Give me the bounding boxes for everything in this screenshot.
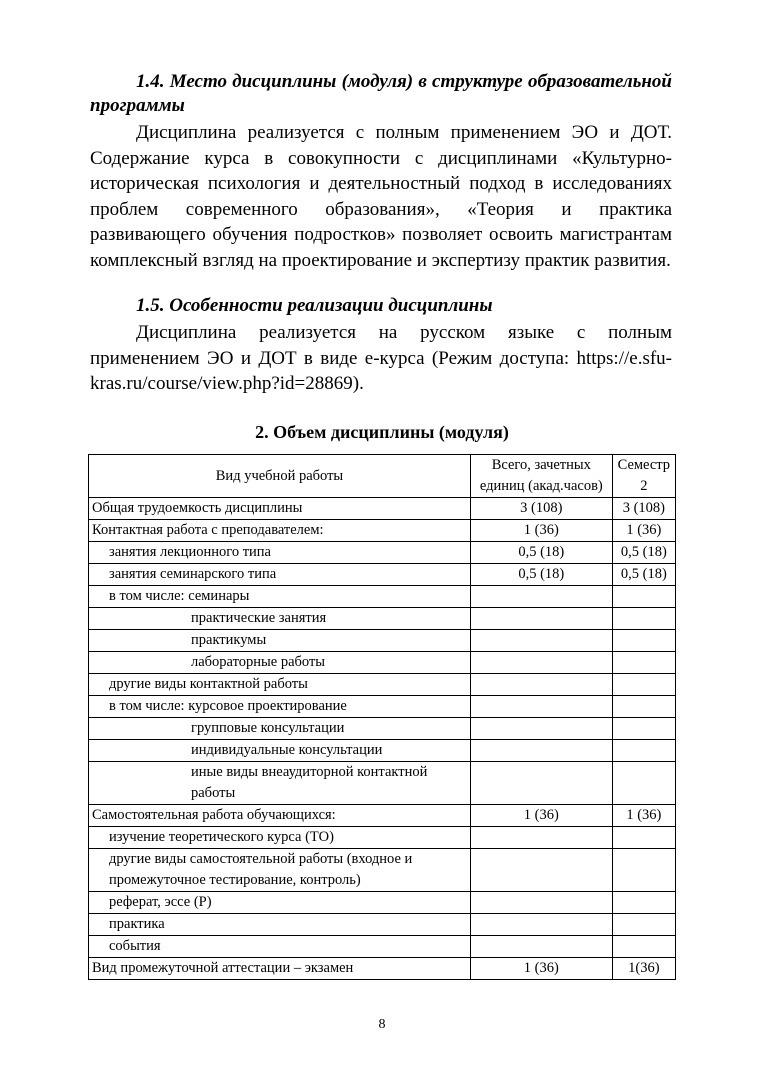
row-semester [612, 652, 675, 674]
row-total: 0,5 (18) [470, 542, 612, 564]
table-row [89, 740, 676, 762]
header-semester: Семестр 2 [612, 455, 675, 498]
table-header-row [89, 455, 676, 498]
table-row [89, 608, 676, 630]
page-number: 8 [378, 1017, 386, 1032]
row-semester [612, 608, 675, 630]
table-row [89, 958, 676, 980]
table-row [89, 630, 676, 652]
table-row [89, 652, 676, 674]
row-label: изучение теоретического курса (ТО) [89, 827, 471, 849]
table-row [89, 674, 676, 696]
row-label: в том числе: семинары [89, 586, 471, 608]
row-label: практикумы [89, 630, 471, 652]
row-total [470, 914, 612, 936]
section-1-4-title: 1.4. Место дисциплины (модуля) в структуре образовательной программы [90, 71, 672, 116]
row-label: Общая трудоемкость дисциплины [89, 498, 471, 520]
row-label: групповые консультации [89, 718, 471, 740]
section-1-5-paragraph: Дисциплина реализуется на русском языке с полным применением ЭО и ДОТ в виде е-курса (Режим доступа: https://e.sfu-kras.ru/course/view.php?id=28869). [90, 322, 672, 394]
row-label: Вид промежуточной аттестации – экзамен [89, 958, 471, 980]
row-total [470, 740, 612, 762]
table-row [89, 586, 676, 608]
row-semester: 1 (36) [612, 520, 675, 542]
row-total [470, 652, 612, 674]
row-semester [612, 892, 675, 914]
table-row [89, 827, 676, 849]
section-1-4-paragraph: Дисциплина реализуется с полным применением ЭО и ДОТ. Содержание курса в совокупности с дисциплинами «Культурно-историческая психология и деятельностный подход в исследованиях проблем современного образования», «Теория и практика развивающего обучения подростков» позволяет освоить магистрантам комплексный взгляд на проектирование и экспертизу практик развития. [90, 122, 672, 271]
row-total [470, 718, 612, 740]
row-total [470, 936, 612, 958]
row-semester [612, 630, 675, 652]
row-semester [612, 674, 675, 696]
row-total: 1 (36) [470, 520, 612, 542]
row-semester: 0,5 (18) [612, 542, 675, 564]
row-label: в том числе: курсовое проектирование [89, 696, 471, 718]
row-label: Самостоятельная работа обучающихся: [89, 805, 471, 827]
row-label: практические занятия [89, 608, 471, 630]
row-semester: 1(36) [612, 958, 675, 980]
row-label: события [89, 936, 471, 958]
row-total [470, 630, 612, 652]
table-row [89, 564, 676, 586]
row-semester [612, 718, 675, 740]
row-label: реферат, эссе (Р) [89, 892, 471, 914]
row-total [470, 827, 612, 849]
table-row [89, 718, 676, 740]
table-title: 2. Объем дисциплины (модуля) [255, 422, 509, 442]
table-row [89, 696, 676, 718]
row-total [470, 849, 612, 892]
table-row [89, 849, 676, 892]
row-semester [612, 762, 675, 805]
row-label: другие виды контактной работы [89, 674, 471, 696]
row-semester [612, 914, 675, 936]
row-label: занятия лекционного типа [89, 542, 471, 564]
row-total [470, 608, 612, 630]
table-row [89, 914, 676, 936]
row-total: 3 (108) [470, 498, 612, 520]
row-semester: 1 (36) [612, 805, 675, 827]
row-total: 0,5 (18) [470, 564, 612, 586]
row-label: лабораторные работы [89, 652, 471, 674]
table-row [89, 542, 676, 564]
row-label: иные виды внеаудиторной контактной работы [89, 762, 471, 805]
row-semester [612, 740, 675, 762]
row-semester [612, 586, 675, 608]
row-total: 1 (36) [470, 958, 612, 980]
header-work-type: Вид учебной работы [89, 455, 471, 498]
row-total [470, 586, 612, 608]
header-total: Всего, зачетных единиц (акад.часов) [470, 455, 612, 498]
row-total [470, 674, 612, 696]
section-1-5-title: 1.5. Особенности реализации дисциплины [136, 295, 493, 316]
row-total: 1 (36) [470, 805, 612, 827]
row-label: практика [89, 914, 471, 936]
table-row [89, 892, 676, 914]
row-total [470, 762, 612, 805]
row-semester [612, 849, 675, 892]
row-semester: 0,5 (18) [612, 564, 675, 586]
row-label: другие виды самостоятельной работы (входное и промежуточное тестирование, контроль) [89, 849, 471, 892]
row-semester [612, 696, 675, 718]
row-total [470, 892, 612, 914]
row-semester [612, 827, 675, 849]
table-row [89, 936, 676, 958]
discipline-volume-table [88, 454, 676, 980]
row-semester [612, 936, 675, 958]
table-row [89, 805, 676, 827]
row-label: индивидуальные консультации [89, 740, 471, 762]
row-total [470, 696, 612, 718]
row-semester: 3 (108) [612, 498, 675, 520]
table-row [89, 520, 676, 542]
table-row [89, 498, 676, 520]
table-row [89, 762, 676, 805]
row-label: занятия семинарского типа [89, 564, 471, 586]
row-label: Контактная работа с преподавателем: [89, 520, 471, 542]
